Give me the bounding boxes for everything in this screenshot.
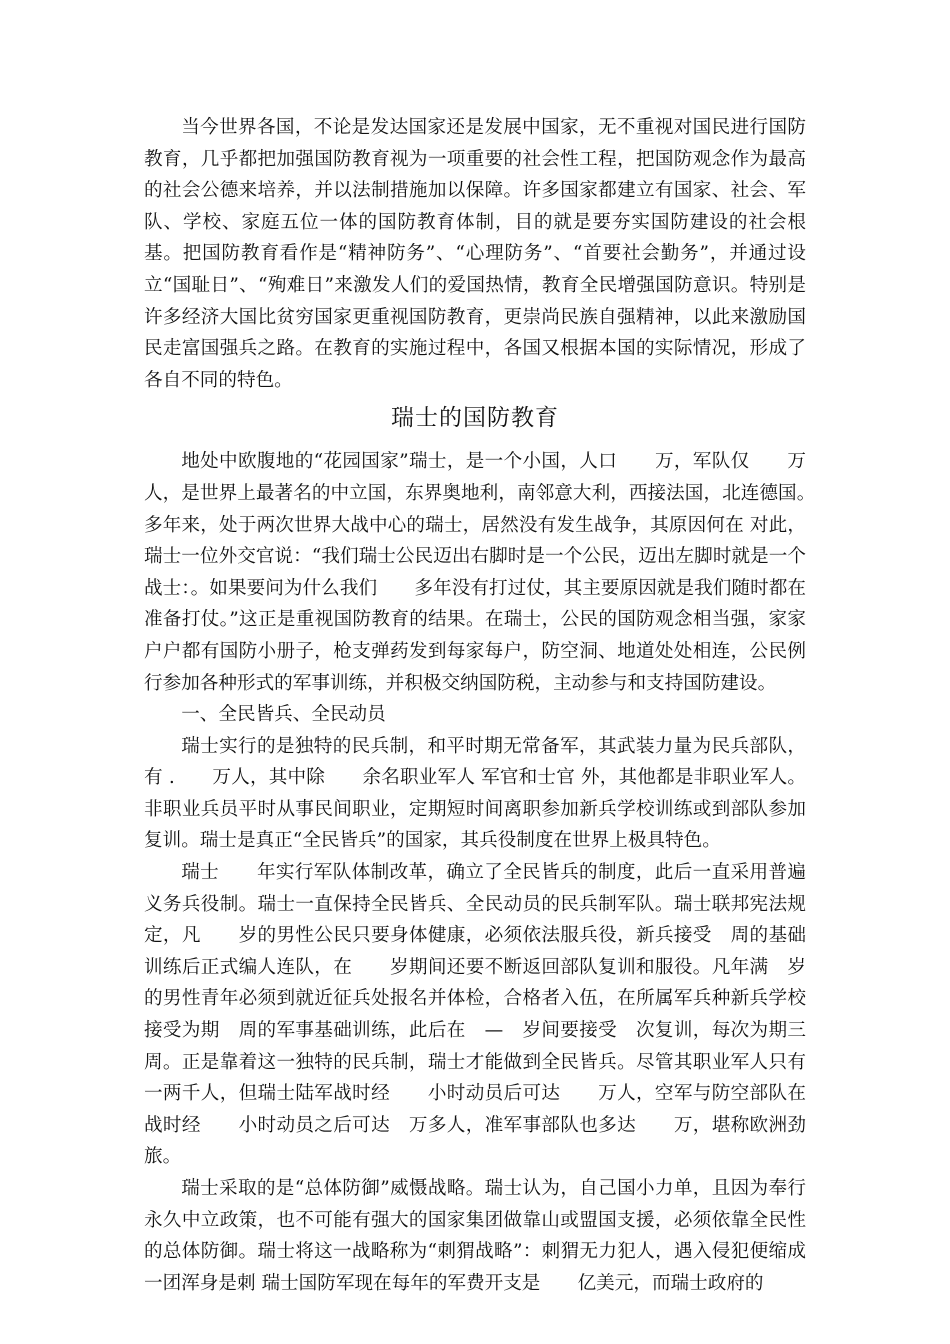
paragraph-overview: 地处中欧腹地的“花园国家”瑞士，是一个小国，人口 万，军队仅 万人，是世界上最著名的中立国，东界奥地利，南邻意大利，西接法国，北连德国。 多年来，处于两次世界大战中心的瑞士，居然没有发生战争，其原因何在 对此，瑞士一位外交官说：“我们瑞士公民迈出右脚时是一个公民，迈出左脚时就是一个战士：。如果要问为什么我们 多年没有打过仗，其主要原因就是我们随时都在准备打仗。”这正是重视国防教育的结果。在瑞士，公民的国防观念相当强，家家户户都有国防小册子，枪支弹药发到每家每户，防空洞、地道处处相连，公民例行参加各种形式的军事训练，并积极交纳国防税，主动参与和支持国防建设。	[144, 451, 844, 694]
intro-paragraph: 当今世界各国，不论是发达国家还是发展中国家，无不重视对国民进行国防教育，几乎都把加强国防教育视为一项重要的社会性工程，把国防观念作为最高的社会公德来培养，并以法制措施加以保障。许多国家都建立有国家、社会、军队、学校、家庭五位一体的国防教育体制，目的就是要夯实国防建设的社会根基。把国防教育看作是“精神防务”、“心理防务”、“首要社会勤务”，并通过设立“国耻日”、“殉难日”来激发人们的爱国热情，教育全民增强国防意识。特别是许多经济大国比贫穷国家更重视国防教育，更崇尚民族自强精神，以此来激励国民走富国强兵之路。在教育的实施过程中，各国又根据本国的实际情况，形成了各自不同的特色。	[144, 117, 806, 391]
section-title: 瑞士的国防教育	[391, 405, 559, 432]
paragraph-strategy: 瑞士采取的是“总体防御”威慑战略。瑞士认为，自己国小力单，且因为奉行永久中立政策，也不可能有强大的国家集团做靠山或盟国支援，必须依靠全民性的总体防御。瑞士将这一战略称为“刺猬战略”：刺猬无力犯人，遇入侵犯便缩成一团浑身是刺 瑞士国防军现在每年的军费开支是 亿美元，而瑞士政府的	[144, 1178, 806, 1294]
paragraph-conscription: 瑞士 年实行军队体制改革，确立了全民皆兵的制度，此后一直采用普遍义务兵役制。瑞士一直保持全民皆兵、全民动员的民兵制军队。瑞士联邦宪法规定，凡 岁的男性公民只要身体健康，必须依法服兵役，新兵接受 周的基础训练后正式编人连队，在 岁期间还要不断返回部队复训和服役。凡年满 岁的男性青年必须到就近征兵处报名并体检，合格者入伍，在所属军兵种新兵学校接受为期 周的军事基础训练，此后在 — 岁间要接受 次复训，每次为期三周。正是靠着这一独特的民兵制，瑞士才能做到全民皆兵。尽管其职业军人只有一两千人，但瑞士陆军战时经 小时动员后可达 万人，空军与防空部队在战时经 小时动员之后可达 万多人，准军事部队也多达 万，堪称欧洲劲旅。	[144, 862, 806, 1168]
subsection-heading: 一、全民皆兵、全民动员	[181, 704, 386, 726]
paragraph-militia: 瑞士实行的是独特的民兵制，和平时期无常备军，其武装力量为民兵部队，有 . 万人，其中除 余名职业军人 军官和士官 外，其他都是非职业军人。非职业兵员平时从事民间职业，定期短时间离职参加新兵学校训练或到部队参加复训。瑞士是真正“全民皆兵”的国家，其兵役制度在世界上极具特色。	[144, 735, 806, 852]
document-page	[144, 112, 844, 1299]
